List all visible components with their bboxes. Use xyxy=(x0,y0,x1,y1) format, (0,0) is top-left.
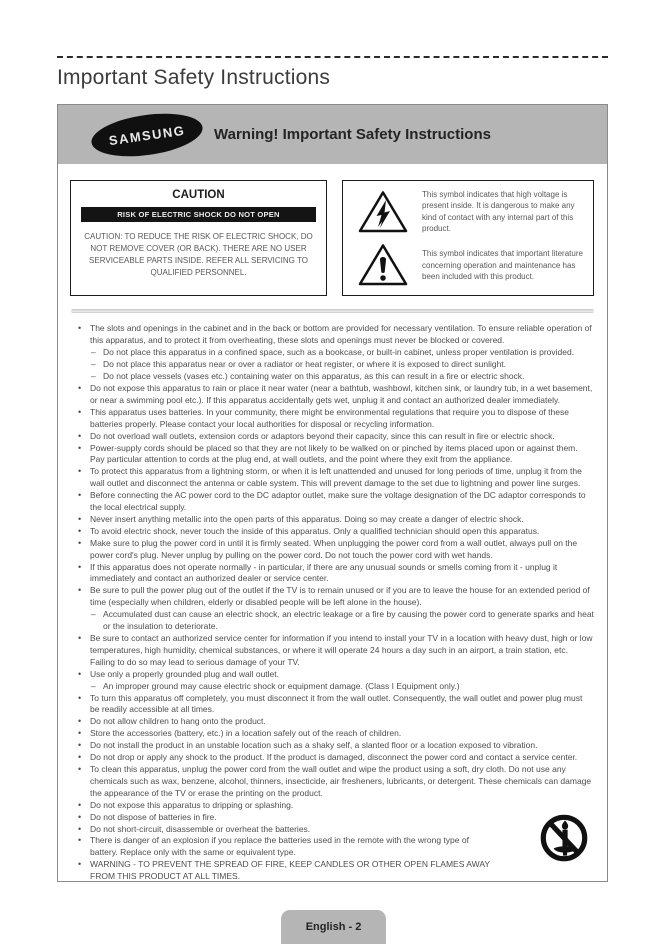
safety-bullet-item: • To clean this apparatus, unplug the power cord from the wall outlet and wipe the product using a soft, dry cloth. Do not use any chemicals such as wax, benzene, alcohol, thinners, insecticide, air fresheners, lubricants, or detergent. These chemicals can damage the appearance of the TV or erase the printing on the product. xyxy=(77,764,594,800)
safety-bullet-item: • Use only a properly grounded plug and wall outlet. xyxy=(77,669,594,681)
caution-heading: CAUTION xyxy=(172,189,225,201)
safety-bullet-item: • Never insert anything metallic into the open parts of this apparatus. Doing so may create a danger of electric shock. xyxy=(77,514,594,526)
safety-bullet-item: • Do not drop or apply any shock to the product. If the product is damaged, disconnect the power cord and contact a service center. xyxy=(77,752,594,764)
safety-bullet-item: • Be sure to pull the power plug out of the outlet if the TV is to remain unused or if you are to leave the house for an extended period of time (especially when children, elderly or disabled people will be left alone in the house). xyxy=(77,585,594,609)
safety-bullet-item: • Before connecting the AC power cord to the DC adaptor outlet, make sure the voltage designation of the DC adaptor corresponds to the local electrical supply. xyxy=(77,490,594,514)
safety-sub-item: – Accumulated dust can cause an electric shock, an electric leakage or a fire by causing the power cord to generate sparks and heat or the insulation to deteriorate. xyxy=(91,609,594,633)
no-open-flames-icon xyxy=(538,809,590,867)
safety-instructions-panel xyxy=(57,104,608,882)
safety-bullet-item: • Do not dispose of batteries in fire. xyxy=(77,812,594,824)
bullet-list xyxy=(77,323,594,883)
samsung-logo-text: SAMSUNG xyxy=(107,121,187,148)
safety-bullet-item: • Do not expose this apparatus to dripping or splashing. xyxy=(77,800,594,812)
samsung-logo xyxy=(89,107,205,162)
warning-boxes-row xyxy=(58,164,607,309)
high-voltage-text: This symbol indicates that high voltage is present inside. It is dangerous to make any kind of contact with any internal part of this product. xyxy=(422,190,575,234)
safety-sub-item: – Do not place this apparatus near or over a radiator or heat register, or where it is exposed to direct sunlight. xyxy=(91,359,594,371)
safety-bullet-item: • Do not short-circuit, disassemble or overheat the batteries. xyxy=(77,824,594,836)
caution-body-text: CAUTION: TO REDUCE THE RISK OF ELECTRIC SHOCK, DO NOT REMOVE COVER (OR BACK). THERE ARE NO USER SERVICEABLE PARTS INSIDE. REFER ALL SERVICING TO QUALIFIED PERSONNEL. xyxy=(84,232,313,277)
safety-bullet-item: • WARNING - TO PREVENT THE SPREAD OF FIRE, KEEP CANDLES OR OTHER OPEN FLAMES AWAY FROM THIS PRODUCT AT ALL TIMES. xyxy=(77,859,490,883)
safety-bullet-item: • To turn this apparatus off completely, you must disconnect it from the wall outlet. Consequently, the wall outlet and power plug must be readily accessible at all times. xyxy=(77,693,594,717)
high-voltage-icon xyxy=(357,190,409,234)
caution-box xyxy=(70,180,327,296)
safety-bullet-item: • Do not overload wall outlets, extension cords or adaptors beyond their capacity, since this can result in fire or electric shock. xyxy=(77,431,594,443)
warning-header-title: Warning! Important Safety Instructions xyxy=(214,126,491,143)
safety-bullet-item: • Store the accessories (battery, etc.) in a location safely out of the reach of children. xyxy=(77,728,594,740)
safety-bullet-item: • This apparatus uses batteries. In your community, there might be environmental regulations that require you to dispose of these batteries properly. Please contact your local authorities for disposal or recycling information. xyxy=(77,407,594,431)
safety-sub-item: – Do not place this apparatus in a confined space, such as a bookcase, or built-in cabinet, unless proper ventilation is provided. xyxy=(91,347,594,359)
safety-bullet-item: • To avoid electric shock, never touch the inside of this apparatus. Only a qualified technician should open this apparatus. xyxy=(77,526,594,538)
warning-header-bar xyxy=(58,105,607,164)
safety-bullet-item: • Do not install the product in an unstable location such as a shaky self, a slanted floor or a location exposed to vibration. xyxy=(77,740,594,752)
safety-bullet-item: • Be sure to contact an authorized service center for information if you intend to install your TV in a location with heavy dust, high or low temperatures, high humidity, chemical substances, or where it will operate 24 hours a day such in an airport, a train station, etc. Failing to do so may lead to serious damage of your TV. xyxy=(77,633,594,669)
symbol-row xyxy=(351,243,585,287)
safety-bullet-item: • Make sure to plug the power cord in until it is firmly seated. When unplugging the power cord from a wall outlet, always pull on the power cord's plug. Never unplug by pulling on the power cord. Do not touch the power cord with wet hands. xyxy=(77,538,594,562)
important-literature-icon xyxy=(357,243,409,287)
safety-bullet-item: • If this apparatus does not operate normally - in particular, if there are any unusual sounds or smells coming from it - unplug it immediately and contact an authorized dealer or service center. xyxy=(77,562,594,586)
safety-bullet-list xyxy=(58,313,607,883)
page-number-label: English - 2 xyxy=(305,921,362,933)
page-number-tab xyxy=(281,910,386,944)
safety-bullet-item: • There is danger of an explosion if you replace the batteries used in the remote with the wrong type of battery. Replace only with the same or equivalent type. xyxy=(77,835,490,859)
safety-bullet-item: • To protect this apparatus from a lightning storm, or when it is left unattended and unused for long periods of time, unplug it from the wall outlet and disconnect the antenna or cable system. This will prevent damage to the set due to lightning and power line surges. xyxy=(77,466,594,490)
safety-bullet-item: • Power-supply cords should be placed so that they are not likely to be walked on or pinched by items placed upon or against them. Pay particular attention to cords at the plug end, at wall outlets, and the point where they exit from the appliance. xyxy=(77,443,594,467)
safety-sub-item: – An improper ground may cause electric shock or equipment damage. (Class I Equipment only.) xyxy=(91,681,594,693)
safety-bullet-item: • Do not expose this apparatus to rain or place it near water (near a bathtub, washbowl, kitchen sink, or laundry tub, in a wet basement, or near a swimming pool etc.). If this apparatus accidentally gets wet, unplug it and contact an authorized dealer immediately. xyxy=(77,383,594,407)
symbol-row xyxy=(351,189,585,234)
manual-page xyxy=(57,0,608,882)
page-title: Important Safety Instructions xyxy=(57,66,331,89)
safety-sub-item: – Do not place vessels (vases etc.) containing water on this apparatus, as this can result in a fire or electric shock. xyxy=(91,371,594,383)
safety-bullet-item: • Do not allow children to hang onto the product. xyxy=(77,716,594,728)
symbol-legend-box xyxy=(342,180,594,296)
top-dashed-rule xyxy=(57,56,608,58)
safety-bullet-item: • The slots and openings in the cabinet and in the back or bottom are provided for necessary ventilation. To ensure reliable operation of this apparatus, and to protect it from overheating, these slots and openings must never be blocked or covered. xyxy=(77,323,594,347)
important-literature-text: This symbol indicates that important literature concerning operation and maintenance has been included with this product. xyxy=(422,249,583,282)
electric-shock-warning-bar: RISK OF ELECTRIC SHOCK DO NOT OPEN xyxy=(81,207,316,222)
